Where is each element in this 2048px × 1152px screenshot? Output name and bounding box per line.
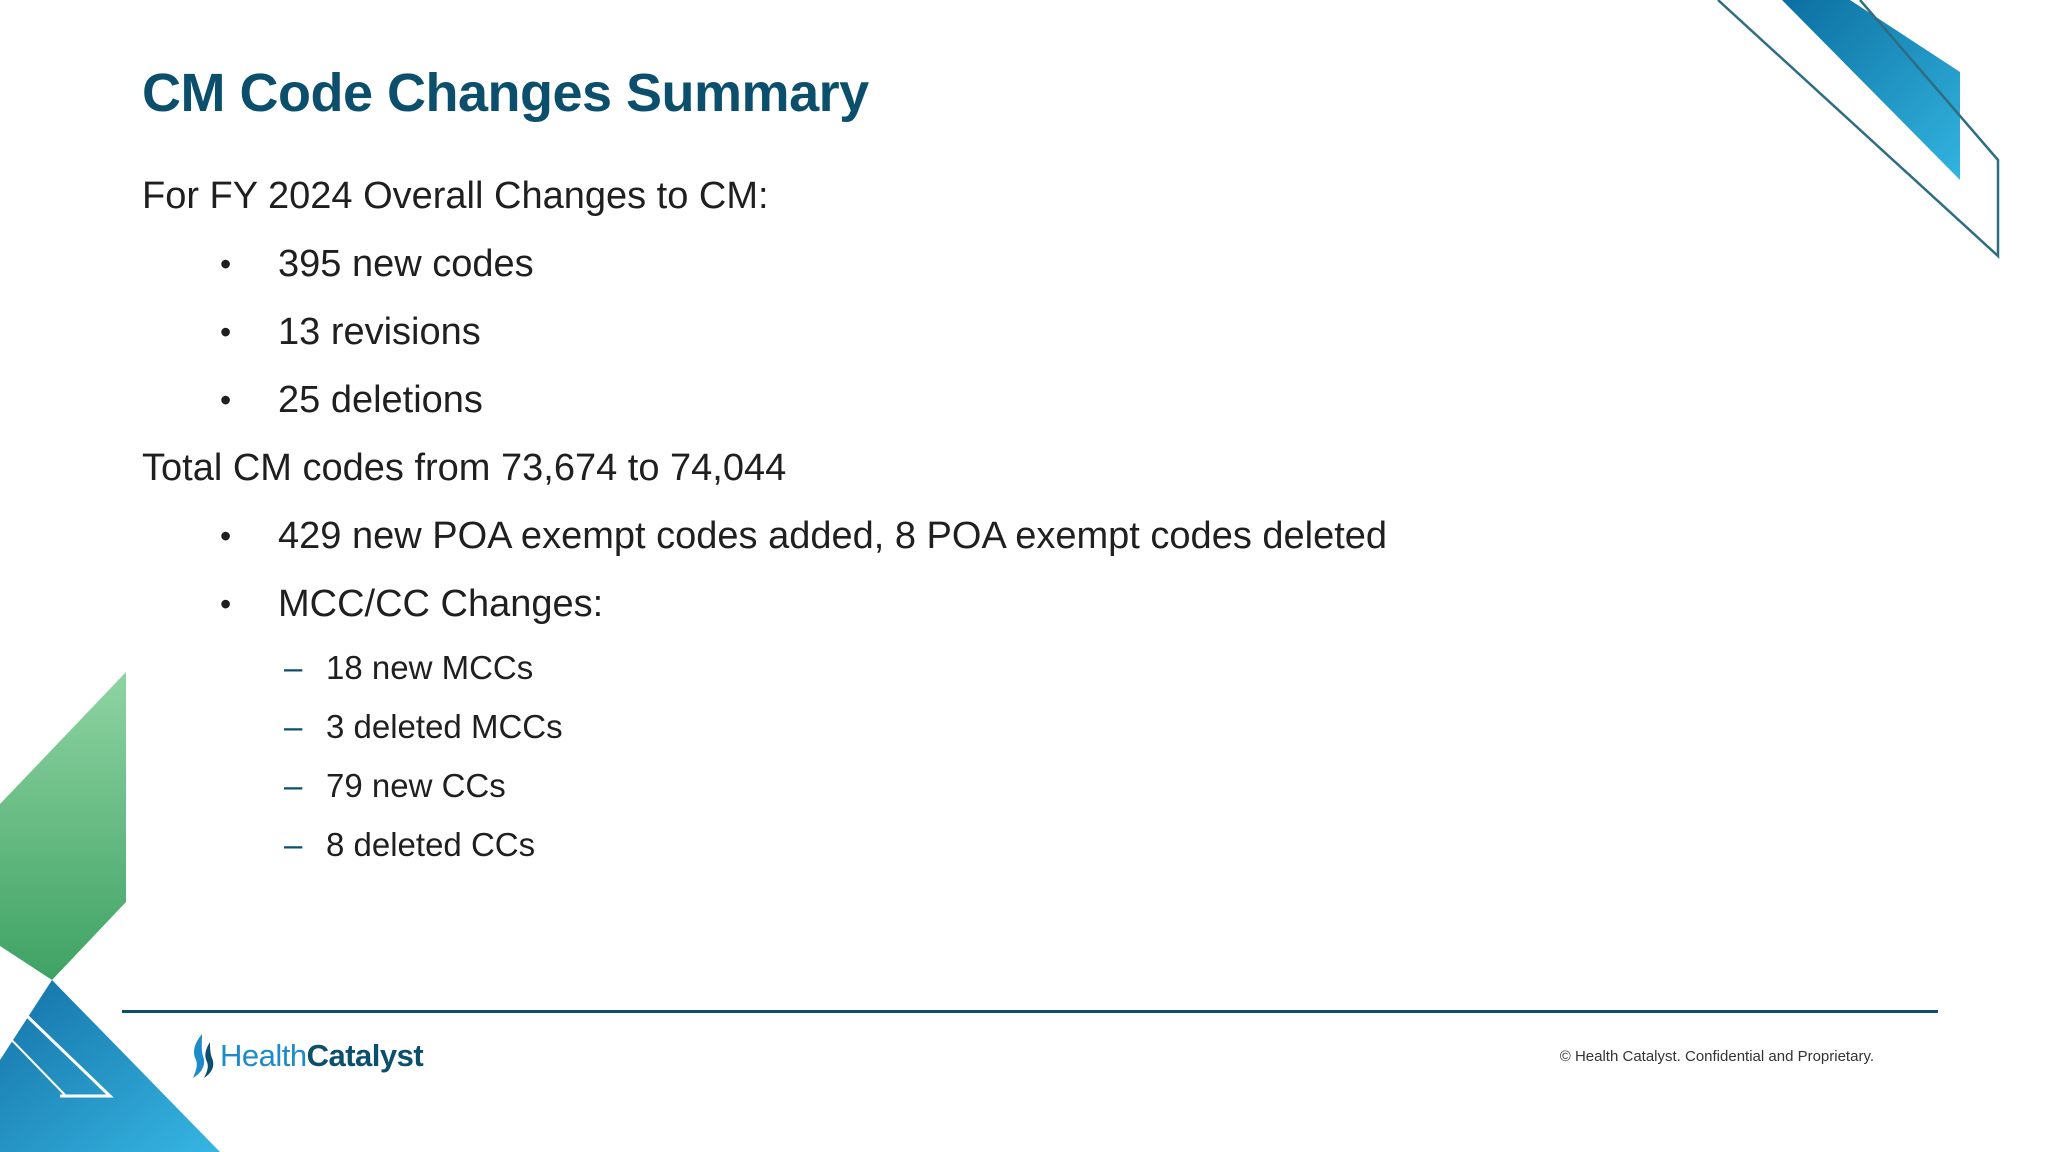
sub-bullet-deleted-ccs bbox=[142, 815, 1642, 874]
sub-bullet-new-mccs bbox=[142, 638, 1642, 697]
logo-word-catalyst: Catalyst bbox=[306, 1038, 424, 1073]
section-heading-fy2024: For FY 2024 Overall Changes to CM: bbox=[142, 175, 769, 217]
logo-wordmark bbox=[220, 1038, 423, 1074]
bullet-poa-exempt bbox=[142, 502, 1642, 570]
slide-title: CM Code Changes Summary bbox=[142, 63, 869, 123]
bullet-marker: • bbox=[220, 382, 232, 418]
top-right-decoration bbox=[1700, 0, 2048, 300]
bullet-text: MCC/CC Changes: bbox=[278, 583, 604, 625]
sub-bullet-text: 3 deleted MCCs bbox=[326, 708, 563, 745]
bullet-text: 13 revisions bbox=[278, 311, 481, 353]
bullet-text: 395 new codes bbox=[278, 243, 534, 285]
bullet-marker: • bbox=[220, 518, 232, 554]
sub-bullet-new-ccs bbox=[142, 756, 1642, 815]
sub-bullet-text: 8 deleted CCs bbox=[326, 826, 536, 863]
bullet-marker: • bbox=[220, 314, 232, 350]
health-catalyst-logo bbox=[190, 1034, 423, 1078]
bullet-marker: • bbox=[220, 246, 232, 282]
sub-bullet-text: 79 new CCs bbox=[326, 767, 506, 804]
sub-bullet-marker: – bbox=[284, 826, 303, 863]
bullet-new-codes bbox=[142, 230, 1642, 298]
sub-bullet-marker: – bbox=[284, 649, 303, 686]
logo-word-health: Health bbox=[220, 1038, 307, 1073]
bullet-marker: • bbox=[220, 586, 232, 622]
flame-logo-icon bbox=[190, 1034, 216, 1078]
sub-bullet-text: 18 new MCCs bbox=[326, 649, 534, 686]
section-heading-total-codes: Total CM codes from 73,674 to 74,044 bbox=[142, 447, 787, 489]
sub-bullet-marker: – bbox=[284, 767, 303, 804]
bullet-deletions bbox=[142, 366, 1642, 434]
bullet-text: 25 deletions bbox=[278, 379, 483, 421]
bullet-mcc-cc-changes bbox=[142, 570, 1642, 638]
sub-bullet-marker: – bbox=[284, 708, 303, 745]
bullet-text: 429 new POA exempt codes added, 8 POA exempt codes deleted bbox=[278, 515, 1388, 557]
slide-body bbox=[142, 162, 1642, 874]
footer-divider bbox=[122, 1010, 1938, 1013]
copyright-notice: © Health Catalyst. Confidential and Proprietary. bbox=[1559, 1048, 1874, 1065]
bullet-revisions bbox=[142, 298, 1642, 366]
sub-bullet-deleted-mccs bbox=[142, 697, 1642, 756]
